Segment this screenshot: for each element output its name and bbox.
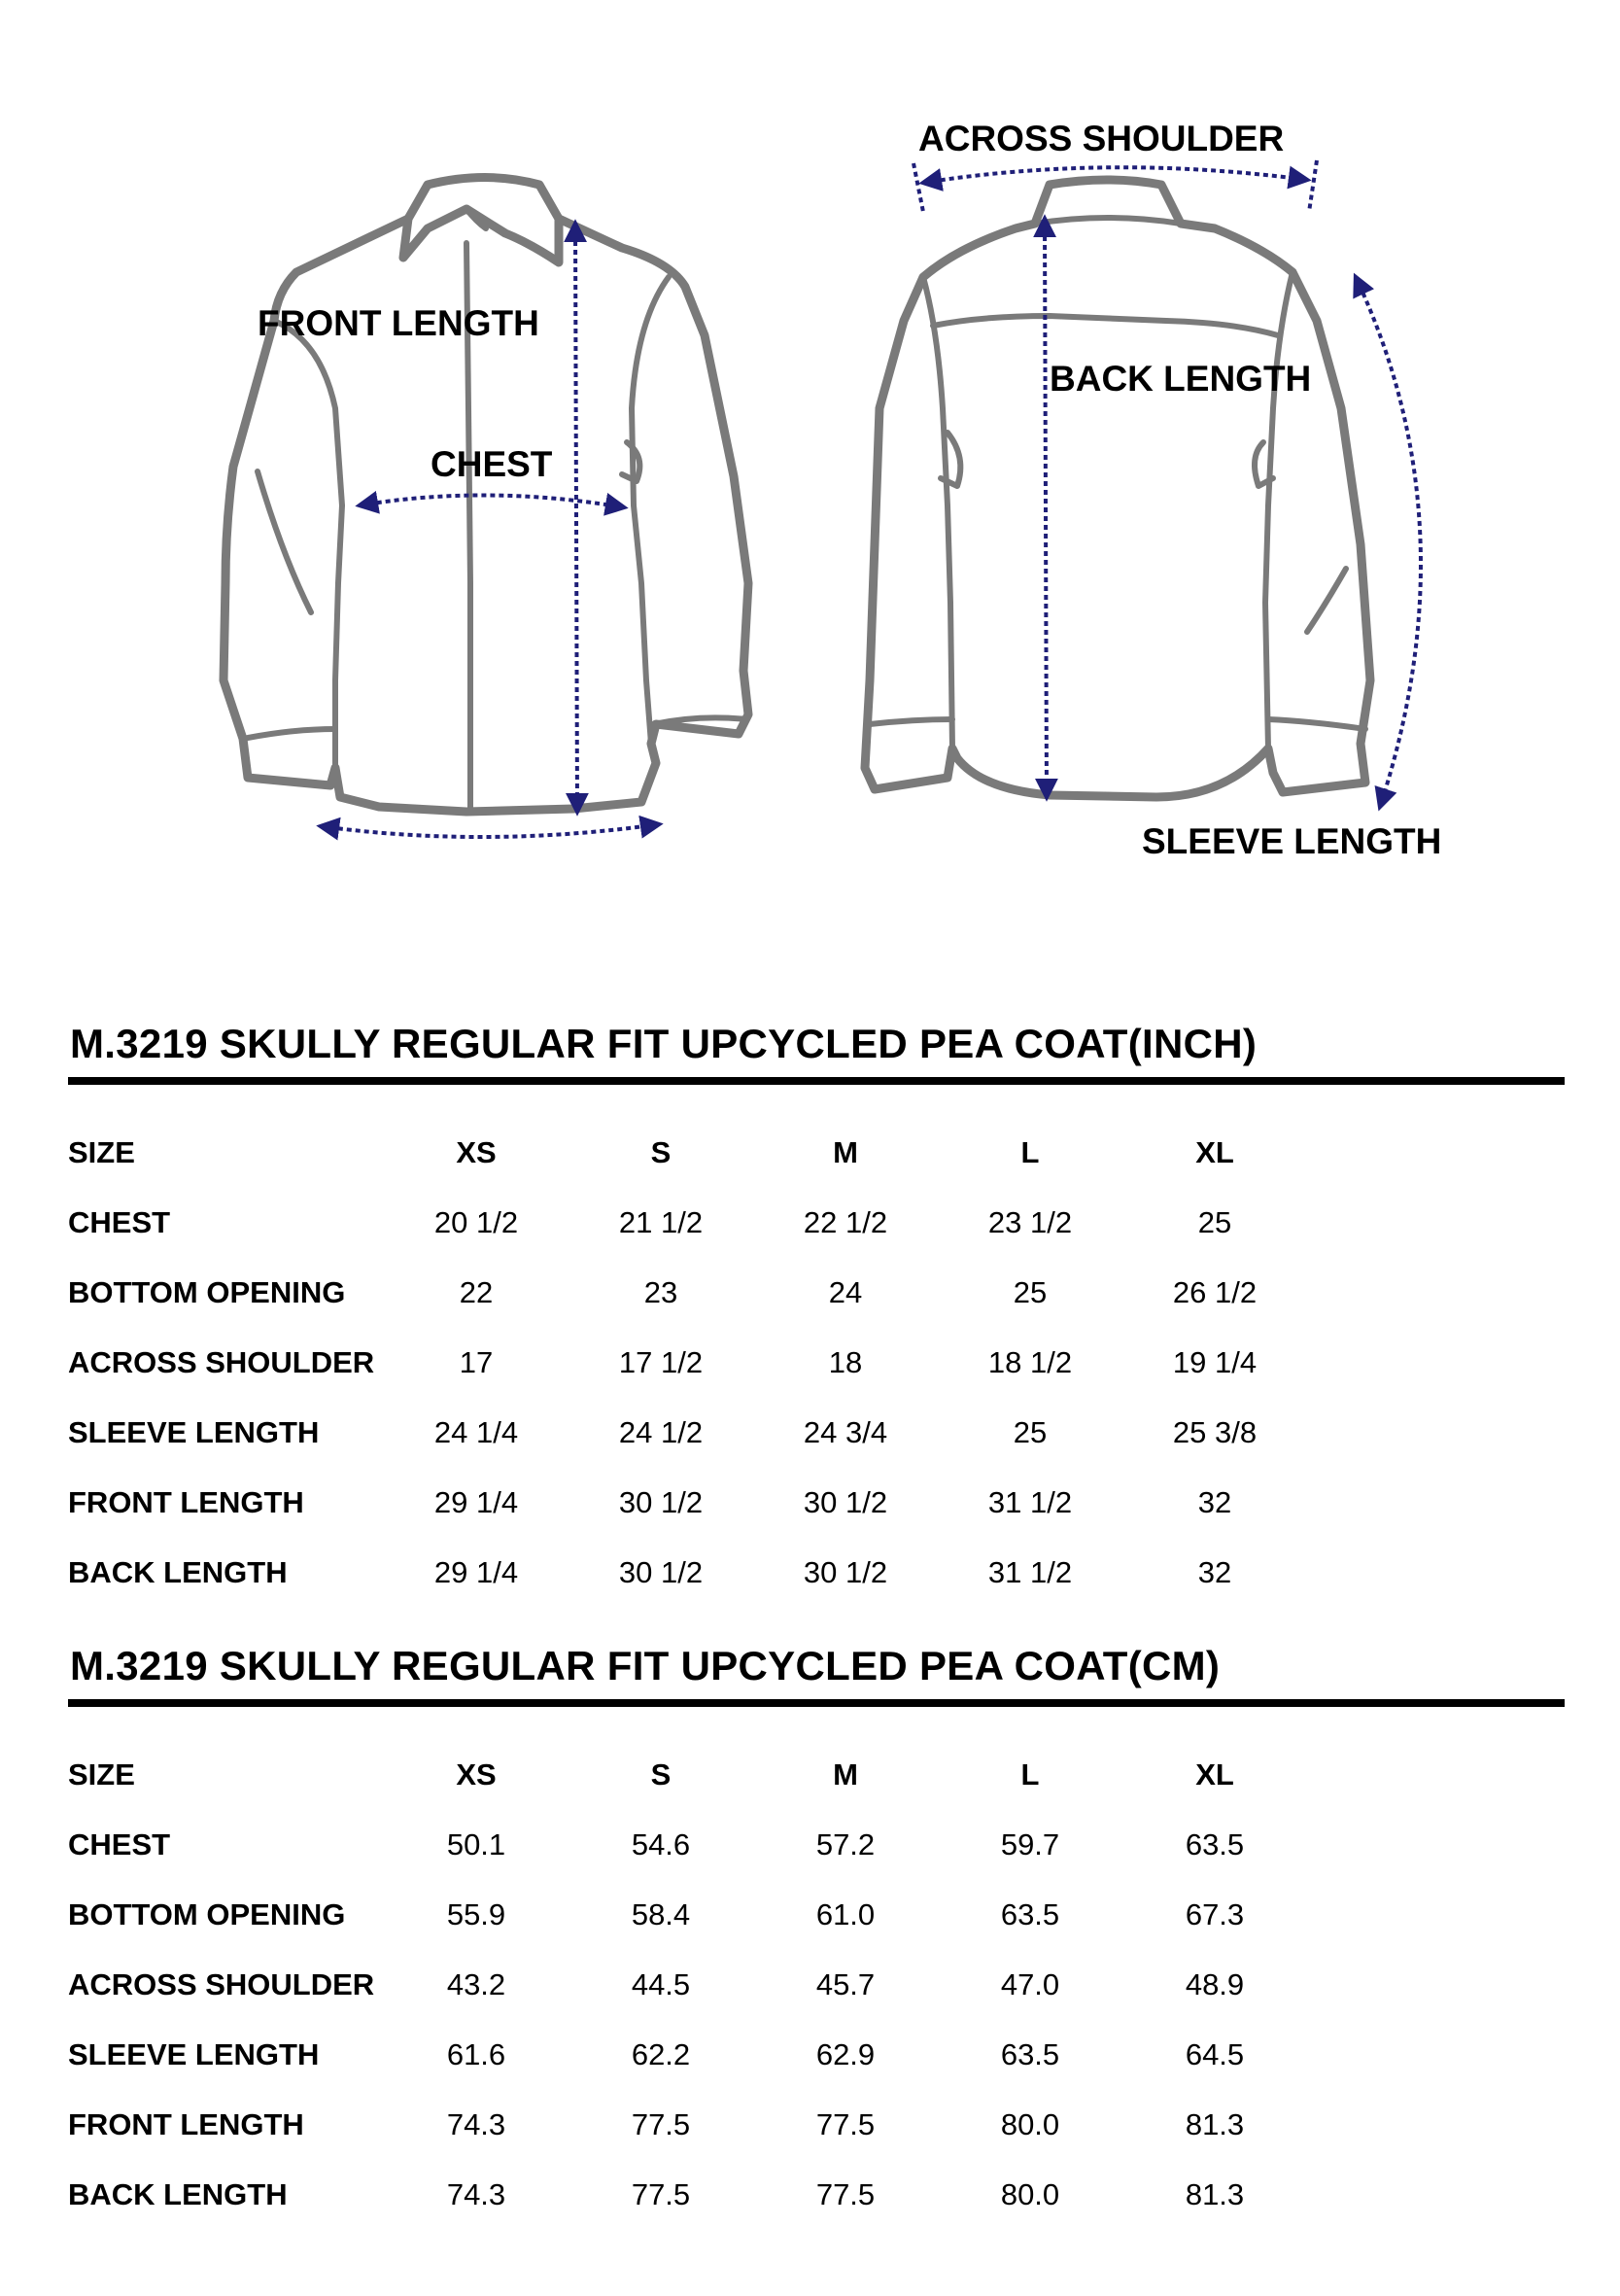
inch-size-table: [68, 1118, 1307, 1608]
measurement-value: 22: [459, 1275, 494, 1309]
measurement-label: SLEEVE LENGTH: [68, 2037, 320, 2071]
measurement-value: 29 1/4: [433, 1555, 519, 1589]
measurement-value: 24 1/2: [618, 1415, 704, 1449]
size-header-row: [68, 1740, 1307, 1810]
measurement-value: 32: [1197, 1555, 1232, 1589]
size-l-header: L: [1020, 1135, 1040, 1169]
front-length-label: FRONT LENGTH: [258, 303, 539, 343]
measurement-value: 23 1/2: [987, 1205, 1073, 1239]
measurement-value: 17: [459, 1345, 494, 1379]
measurement-value: 57.2: [815, 1827, 876, 1861]
bottom-opening-arrow: [321, 824, 659, 837]
table-row: [68, 2020, 1307, 2090]
measurement-value: 25 3/8: [1172, 1415, 1258, 1449]
measurement-value: 24 3/4: [803, 1415, 888, 1449]
measurement-value: 22 1/2: [803, 1205, 888, 1239]
measurement-value: 62.9: [815, 2037, 876, 2071]
size-m-header: M: [833, 1135, 858, 1169]
table-row: [68, 1810, 1307, 1880]
sleeve-length-label: SLEEVE LENGTH: [1142, 821, 1442, 861]
front-length-arrow: [575, 224, 577, 812]
measurement-value: 43.2: [446, 1967, 506, 2001]
measurement-value: 58.4: [631, 1897, 691, 1931]
measurement-label: BOTTOM OPENING: [68, 1275, 346, 1309]
measurement-label: BACK LENGTH: [68, 2177, 288, 2211]
measurement-value: 30 1/2: [618, 1555, 704, 1589]
measurement-label: ACROSS SHOULDER: [68, 1345, 375, 1379]
measurement-value: 59.7: [1000, 1827, 1060, 1861]
inch-table-title: M.3219 SKULLY REGULAR FIT UPCYCLED PEA COAT(INCH): [70, 1021, 1258, 1066]
measurement-value: 47.0: [1000, 1967, 1060, 2001]
measurement-value: 24: [828, 1275, 863, 1309]
back-coat-illustration: [865, 180, 1370, 797]
measurement-label: FRONT LENGTH: [68, 1485, 304, 1519]
table-row: [68, 1398, 1307, 1468]
chest-arrow: [360, 495, 624, 507]
measurement-value: 54.6: [631, 1827, 691, 1861]
title-divider: [68, 1699, 1565, 1707]
measurement-value: 20 1/2: [433, 1205, 519, 1239]
back-length-label: BACK LENGTH: [1050, 359, 1312, 399]
measurement-value: 26 1/2: [1172, 1275, 1258, 1309]
size-xl-header: XL: [1195, 1135, 1234, 1169]
measurement-value: 25: [1013, 1275, 1048, 1309]
measurement-value: 77.5: [631, 2107, 691, 2141]
table-row: [68, 1188, 1307, 1258]
measurement-value: 48.9: [1185, 1967, 1245, 2001]
table-row: [68, 2090, 1307, 2160]
measurement-label: CHEST: [68, 1205, 171, 1239]
measurement-value: 77.5: [815, 2177, 876, 2211]
measurement-value: 77.5: [815, 2107, 876, 2141]
size-s-header: S: [650, 1135, 672, 1169]
measurement-value: 64.5: [1185, 2037, 1245, 2071]
measurement-value: 80.0: [1000, 2177, 1060, 2211]
table-row: [68, 1258, 1307, 1328]
measurement-value: 25: [1197, 1205, 1232, 1239]
measurement-value: 29 1/4: [433, 1485, 519, 1519]
measurement-value: 21 1/2: [618, 1205, 704, 1239]
chest-label: CHEST: [431, 444, 553, 484]
measurement-value: 63.5: [1000, 1897, 1060, 1931]
cm-table-title: M.3219 SKULLY REGULAR FIT UPCYCLED PEA COAT(CM): [70, 1643, 1221, 1688]
size-header-row: [68, 1118, 1307, 1188]
measurement-value: 18: [828, 1345, 863, 1379]
measurement-value: 55.9: [446, 1897, 506, 1931]
measurement-value: 24 1/4: [433, 1415, 519, 1449]
table-row: [68, 1880, 1307, 1950]
size-xs-header: XS: [456, 1757, 497, 1792]
measurement-value: 30 1/2: [618, 1485, 704, 1519]
measurement-value: 31 1/2: [987, 1485, 1073, 1519]
measurement-value: 61.6: [446, 2037, 506, 2071]
across-shoulder-label: ACROSS SHOULDER: [918, 119, 1285, 158]
title-divider: [68, 1077, 1565, 1085]
size-m-header: M: [833, 1757, 858, 1792]
measurement-value: 50.1: [446, 1827, 506, 1861]
table-row: [68, 1328, 1307, 1398]
measurement-value: 17 1/2: [618, 1345, 704, 1379]
measurement-value: 63.5: [1185, 1827, 1245, 1861]
measurement-value: 77.5: [631, 2177, 691, 2211]
measurement-value: 81.3: [1185, 2177, 1245, 2211]
measurement-value: 19 1/4: [1172, 1345, 1258, 1379]
table-row: [68, 1950, 1307, 2020]
measurement-value: 25: [1013, 1415, 1048, 1449]
measurement-value: 74.3: [446, 2107, 506, 2141]
measurement-label: FRONT LENGTH: [68, 2107, 304, 2141]
measurement-label: ACROSS SHOULDER: [68, 1967, 375, 2001]
measurement-label: SLEEVE LENGTH: [68, 1415, 320, 1449]
size-xl-header: XL: [1195, 1757, 1234, 1792]
table-row: [68, 2160, 1307, 2230]
size-xs-header: XS: [456, 1135, 497, 1169]
measurement-label: CHEST: [68, 1827, 171, 1861]
measurement-value: 44.5: [631, 1967, 691, 2001]
measurement-value: 81.3: [1185, 2107, 1245, 2141]
table-row: [68, 1468, 1307, 1538]
measurement-value: 62.2: [631, 2037, 691, 2071]
measurement-label: BACK LENGTH: [68, 1555, 288, 1589]
measurement-value: 32: [1197, 1485, 1232, 1519]
measurement-value: 30 1/2: [803, 1555, 888, 1589]
size-column-header: SIZE: [68, 1135, 135, 1169]
cm-size-table: [68, 1740, 1307, 2230]
measurement-value: 31 1/2: [987, 1555, 1073, 1589]
measurement-value: 74.3: [446, 2177, 506, 2211]
measurement-value: 30 1/2: [803, 1485, 888, 1519]
measurement-value: 45.7: [815, 1967, 876, 2001]
back-length-arrow: [1045, 219, 1047, 797]
size-l-header: L: [1020, 1757, 1040, 1792]
measurement-value: 80.0: [1000, 2107, 1060, 2141]
size-s-header: S: [650, 1757, 672, 1792]
measurement-value: 23: [643, 1275, 678, 1309]
measurement-value: 18 1/2: [987, 1345, 1073, 1379]
table-row: [68, 1538, 1307, 1608]
measurement-diagram: [0, 0, 1620, 933]
measurement-value: 63.5: [1000, 2037, 1060, 2071]
measurement-value: 67.3: [1185, 1897, 1245, 1931]
size-column-header: SIZE: [68, 1757, 135, 1792]
measurement-value: 61.0: [815, 1897, 876, 1931]
measurement-label: BOTTOM OPENING: [68, 1897, 346, 1931]
